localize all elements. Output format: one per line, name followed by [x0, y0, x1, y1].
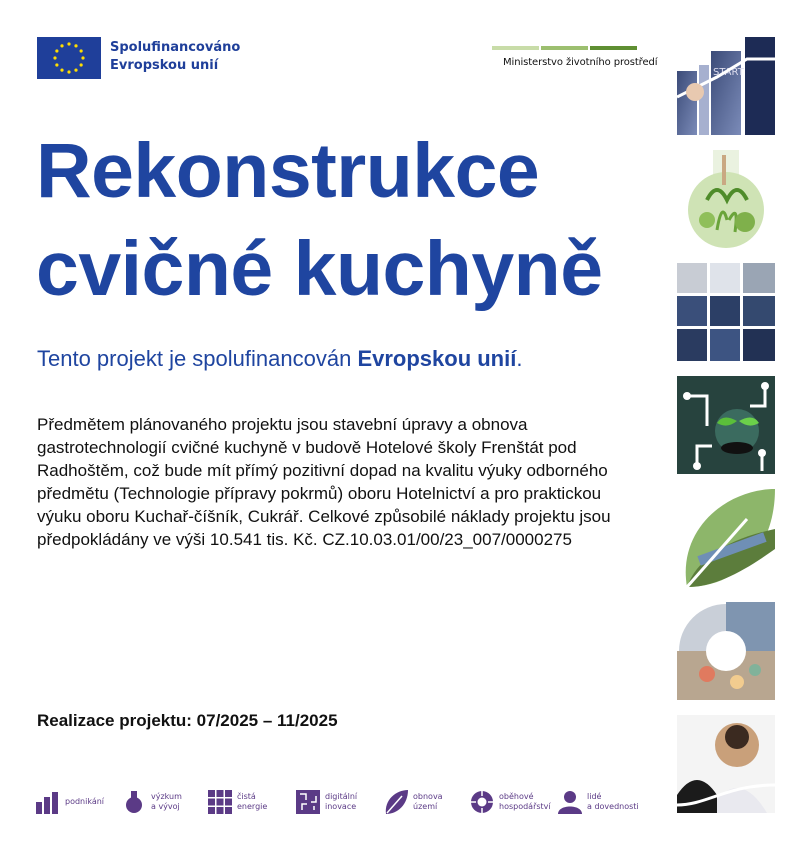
start-image [677, 37, 775, 135]
leaf-icon [384, 790, 408, 814]
icon-label: výzkum a vývoj [151, 792, 182, 811]
icon-label: obnova území [413, 792, 443, 811]
eu-star [80, 49, 83, 52]
flask-icon [122, 790, 146, 814]
people-image [677, 715, 775, 813]
ministry-name: Ministerstvo životního prostředí [503, 57, 658, 68]
ministry-bar-2 [541, 46, 588, 50]
eu-star [55, 49, 58, 52]
icon-label: lidé a dovednosti [587, 792, 639, 811]
eu-star [60, 69, 63, 72]
eu-star [67, 42, 70, 45]
page-title [36, 122, 676, 318]
eu-star [55, 63, 58, 66]
eu-line1: Spolufinancováno [110, 40, 241, 55]
circular-economy-image [677, 602, 775, 700]
eu-star [60, 44, 63, 47]
eu-star [74, 69, 77, 72]
eu-star [80, 63, 83, 66]
title-line2: cvičné kuchyně [36, 226, 603, 312]
flask-image [677, 150, 775, 248]
subtitle-bold: Evropskou unií [357, 346, 517, 371]
person-icon [558, 790, 582, 814]
category-icons-row [36, 790, 656, 820]
eu-star [53, 56, 56, 59]
ministry-color-bars [492, 46, 637, 50]
icon-item-digitalni [296, 790, 357, 814]
start-label: START [713, 67, 744, 78]
project-period: Realizace projektu: 07/2025 – 11/2025 [37, 711, 338, 730]
project-description: Předmětem plánovaného projektu jsou stavební úpravy a obnova gastrotechnologií cvičné kuchyně v budově Hotelové školy Frenštát pod Radhoštěm, což bude mít přímý pozitivní dopad na kvalitu výuky odborného předmětu (Technologie přípravy pokrmů) oboru Hotelnictví a pro praktickou výuku oboru Kuchař-číšník, Cukrář. Celkové způsobilé náklady projektu jsou předpokládány ve výši 10.541 tis. Kč. CZ.10.03.01/00/23_007/0000275 [37, 415, 611, 549]
icon-label: digitální inovace [325, 792, 358, 811]
ministry-bar-3 [590, 46, 637, 50]
subtitle-suffix: . [516, 346, 523, 371]
digital-plant-image [677, 376, 775, 474]
solar-grid-icon [208, 790, 232, 814]
cofinanced-subtitle [37, 346, 522, 372]
icon-item-obnova [384, 790, 443, 814]
icon-label: oběhové hospodářství [499, 792, 551, 811]
icon-label: podnikání [65, 797, 105, 806]
eu-cofinanced-label [110, 39, 240, 75]
solar-image [677, 263, 775, 361]
eu-star [81, 56, 84, 59]
eu-stars-icon [37, 37, 101, 79]
icon-item-podnikani [36, 790, 104, 814]
subtitle-prefix: Tento projekt je spolufinancován [37, 346, 358, 371]
leaf-landscape-image [677, 489, 775, 587]
ministry-bar-1 [492, 46, 539, 50]
cycle-icon [470, 790, 494, 814]
eu-line2: Evropskou unií [110, 58, 219, 73]
icon-item-vyzkum [122, 790, 182, 814]
icon-label: čistá energie [237, 792, 268, 811]
eu-star [67, 70, 70, 73]
eu-star [74, 44, 77, 47]
icon-item-obehove [470, 790, 551, 814]
icon-item-lide [558, 790, 639, 814]
chart-icon [36, 790, 60, 814]
eu-flag-logo [37, 37, 101, 79]
digital-icon [296, 790, 320, 814]
icon-item-cista-energie [208, 790, 267, 814]
title-line1: Rekonstrukce [36, 128, 540, 214]
